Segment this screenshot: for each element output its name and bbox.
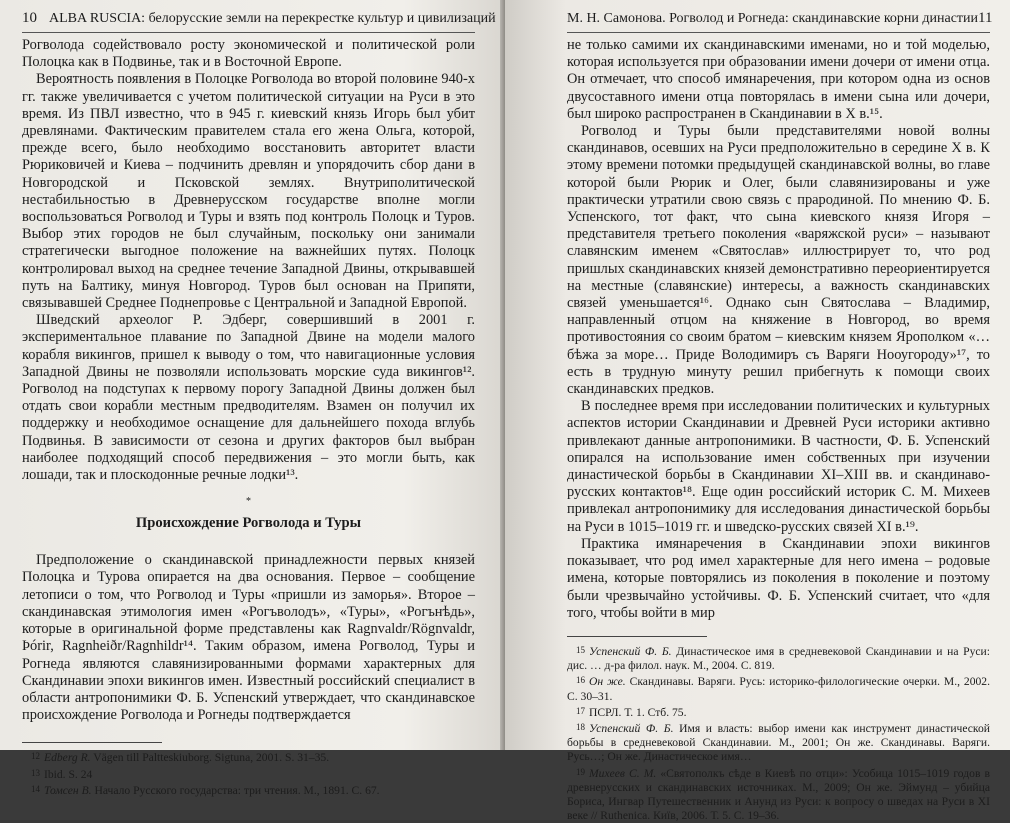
footnote: 18 Успенский Ф. Б. Имя и власть: выбор имени как инструмент династической борьбы в средневековой Скандинавии. М., 2001; Он же. Скандинавы. Варяги. Русь…; Он же. Династическое имя…: [567, 721, 990, 764]
footnote-separator: [567, 636, 707, 637]
left-body-text: [22, 37, 475, 724]
footnote: 19 Михеев С. М. «Святополкъ сѣде в Киевѣ по отци»: Усобица 1015–1019 годов в древнерусских и скандинавских источниках. М., 2009; Он же. Эймунд – убийца Бориса, Ингвар Путешественник и Анунд из Руси: к вопросу о шведах на Руси в XI веке // Ruthenica. Київ, 2006. Т. 5. С. 19–36.: [567, 766, 990, 823]
paragraph: В последнее время при исследовании политических и культурных аспектов истории Скандинавии и Древней Руси историки активно привлекают данные антропонимики. В частности, Ф. Б. Успенский опирался на использование имен собственных при изучении династической борьбы в Скандинавии XI–XIII вв. и скандинаво-русских контактов¹⁸. Еще один российский историк С. М. Михеев привлекал антропонимику для исследования династической борьбы на Руси в 1015–1019 гг. и шведско-русских связей XI в.¹⁹.: [567, 398, 990, 535]
footnote: 13 Ibid. S. 24: [31, 767, 93, 781]
paragraph: Вероятность появления в Полоцке Рогволода во второй половине 940-х гг. также увеличивается с учетом политической ситуации на Руси в это время. Из ПВЛ известно, что в 945 г. киевский князь Игорь был убит древлянами. Фактическим правителем стала его жена Ольга, которой, прежде всего, было необходимо восстановить авторитет власти Рюриковичей и Киева – подчинить древлян и упорядочить сбор дани в Новгородской и Псковской землях. Внутриполитической нестабильностью в Древнерусском государстве вполне могли воспользоваться Рогволод и Туры и взять под контроль Полоцк и Туров. Выбор этих городов не был случайным, поскольку они занимали стратегически выгодное положение на важнейших путях. Полоцк контролировал выход на среднее течение Западной Двины, открывавшей путь на Балтику, минуя Новгород. Туров был основан на Припяти, связывавшей Среднее Поднепровье с Центральной и Западной Европой.: [22, 71, 475, 312]
left-running-header: [22, 10, 496, 33]
right-page-number: 11: [978, 10, 993, 26]
right-footnotes: [567, 643, 990, 823]
section-heading-block: [22, 496, 475, 532]
paragraph: Рогволод и Туры были представителями новой волны скандинавов, осевших на Руси предположительно в середине X в. К этому времени потомки предыдущей скандинавской волны, во главе которой были Рюрик и Олег, были славянизированы и уже практически утратили свою связь с прародиной. По мнению Ф. Б. Успенского, тот факт, что сына киевского князя Игоря – представителя третьего поколения «варяжской руси» – называют славянским именем «Святослав» иллюстрирует то, что род пришлых скандинавских князей демонстративно переориентируется на местные (славянские) интересы, а важность скандинавских связей уменьшается¹⁶. Однако сын Святослава – Владимир, направленный отцом на княжение в Новгород, во время противостояния со своим братом – киевским князем Ярополком «…бѣжа за море… Приде Володимиръ съ Варяги Нооугороду»¹⁷, то есть в трудную минуту решил прибегнуть к помощи своих скандинавских предков.: [567, 123, 990, 398]
footnote: 15 Успенский Ф. Б. Династическое имя в средневековой Скандинавии и на Руси: дис. … д-ра филол. наук. М., 2004. С. 819.: [567, 644, 990, 673]
paragraph: Шведский археолог Р. Эдберг, совершивший в 2001 г. экспериментальное плавание по Западной Двине на модели малого корабля викингов, пришел к выводу о том, что навигационные условия Западной Двины не позволяли использовать морские суда викингов¹². Рогволод на подступах к первому порогу Западной Двины должен был отдать свои корабли местным предводителям. Взамен он получил их поддержку и необходимое оснащение для дальнейшего похода вглубь Подвинья. В зависимости от сезона и других факторов был выбран наиболее подходящий способ передвижения – это могли быть, как лошади, так и плоскодонные речные лодки¹³.: [22, 312, 475, 484]
section-heading: Происхождение Рогволода и Туры: [135, 515, 362, 532]
footnote: 14 Томсен В. Начало Русского государства: три чтения. М., 1891. С. 67.: [31, 783, 380, 797]
left-header-title: ALBA RUSCIA: белорусские земли на перекрестке культур и цивилизаций: [49, 11, 496, 26]
paragraph: Практика имянаречения в Скандинавии эпохи викингов показывает, что род имел характерные для него имена – родовые имена, которые повторялись из поколения в поколение и поэтому были чрезвычайно устойчивы. Ф. Б. Успенский считает, что «для того, чтобы войти в мир: [567, 535, 990, 621]
footnote: 17 ПСРЛ. Т. 1. Стб. 75.: [576, 705, 687, 719]
footnote: 12 Edberg R. Vägen till Paltteskiuborg. Sigtuna, 2001. S. 31–35.: [31, 751, 330, 765]
left-footnotes: [22, 749, 475, 798]
right-body-text: [567, 37, 990, 622]
left-page-number: 10: [22, 10, 37, 26]
paragraph: не только самими их скандинавскими именами, но и той моделью, которая используется при образовании имени дочери от имени отца. Он отмечает, что способ имянаречения, при котором одна из основ двусоставного имени отца повторялась в имени сына или дочери, был широко распространен в Скандинавии в X в.¹⁵.: [567, 37, 990, 122]
right-page: [505, 0, 1010, 823]
paragraph: Рогволода содействовало росту экономической и политической роли Полоцка как в Подвинье, так и в Восточной Европе.: [22, 37, 475, 71]
footnote: 16 Он же. Скандинавы. Варяги. Русь: историко-филологические очерки. М., 2002. С. 30–31.: [567, 675, 990, 703]
footnote-separator: [22, 742, 162, 743]
paragraph: Предположение о скандинавской принадлежности первых князей Полоцка и Турова опирается на два основания. Первое – сообщение летописи о том, что Рогволод и Туры «пришли из заморья». Второе – скандинавская этимология имен «Рогъволодъ», «Туры», «Рогънѣдь», которые в оригинальной форме представлены как Ragnvaldr/Rögnvaldr, Þórir, Ragnheiðr/Ragnhildr¹⁴. Таким образом, имена Рогволод, Туры и Рогнеда являются славянизированными формами характерных для Скандинавии эпохи викингов имен. Известный российский специалист в области антропонимики Ф. Б. Успенский утверждает, что скандинавское происхождение Рогволода и Рогнеды подтверждается: [22, 552, 475, 724]
right-running-header: [567, 10, 993, 33]
right-header-title: М. Н. Самонова. Рогволод и Рогнеда: скандинавские корни династии: [567, 11, 979, 26]
section-separator: *: [246, 496, 251, 508]
left-page: [0, 0, 505, 797]
